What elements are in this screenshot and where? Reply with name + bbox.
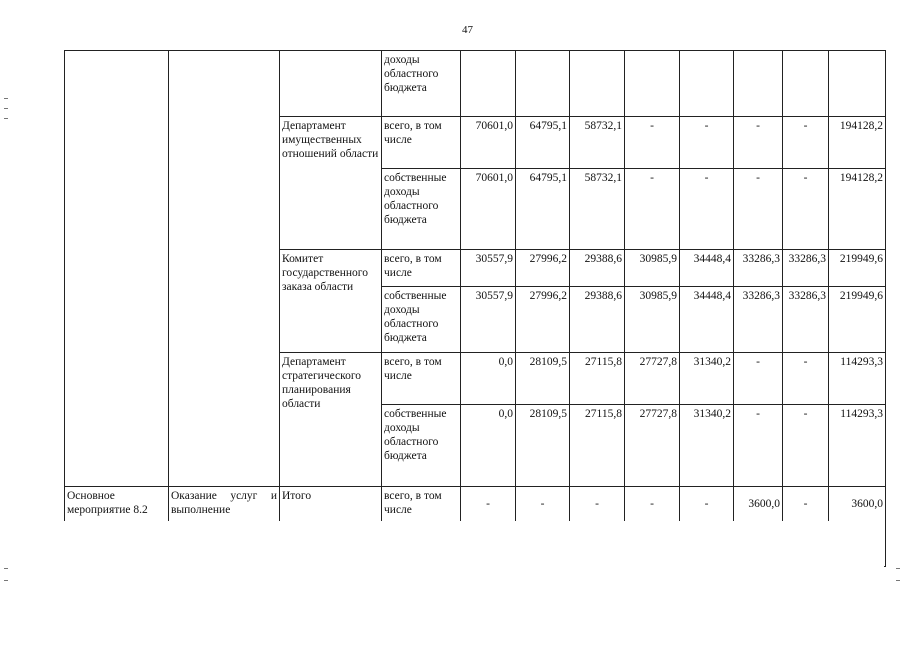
cell-value: 30985,9: [625, 250, 680, 287]
cell-value: 27727,8: [625, 405, 680, 487]
cell-value: -: [680, 169, 734, 250]
cell-value: [516, 51, 570, 117]
cell-value: 33286,3: [783, 287, 829, 353]
cell-value: -: [680, 487, 734, 567]
margin-mark: [4, 98, 8, 99]
cell-value: -: [783, 353, 829, 405]
cell-value: 33286,3: [734, 287, 783, 353]
cell-value: -: [734, 405, 783, 487]
margin-mark: [4, 580, 8, 581]
cell-value: [734, 51, 783, 117]
page-bottom-crop: [62, 521, 884, 651]
cell-value: 31340,2: [680, 353, 734, 405]
cell-total: 219949,6: [829, 250, 886, 287]
cell-source: всего, в том числе: [382, 117, 461, 169]
cell-value: [680, 51, 734, 117]
cell-value: -: [680, 117, 734, 169]
cell-value: 58732,1: [570, 169, 625, 250]
cell-source: собственные доходы областного бюджета: [382, 169, 461, 250]
cell-value: 31340,2: [680, 405, 734, 487]
cell-value: 30557,9: [461, 287, 516, 353]
cell-value: 29388,6: [570, 287, 625, 353]
cell-total: 114293,3: [829, 353, 886, 405]
cell-value: [625, 51, 680, 117]
cell-value: -: [783, 405, 829, 487]
cell-value: 27115,8: [570, 353, 625, 405]
cell-value: 64795,1: [516, 117, 570, 169]
cell-value: 30985,9: [625, 287, 680, 353]
cell-value: 0,0: [461, 353, 516, 405]
cell-total: 3600,0: [829, 487, 886, 567]
cell-value: [570, 51, 625, 117]
cell-executor: Департамент имущественных отношений области: [280, 117, 382, 250]
cell-value: -: [734, 117, 783, 169]
cell-value: -: [734, 353, 783, 405]
cell-total: 219949,6: [829, 287, 886, 353]
cell-total: 194128,2: [829, 169, 886, 250]
cell-description: Оказание услуг и выполнение: [169, 487, 280, 567]
cell-executor: Комитет государственного заказа области: [280, 250, 382, 353]
cell-value: -: [625, 169, 680, 250]
cell-value: -: [625, 117, 680, 169]
cell-value: 64795,1: [516, 169, 570, 250]
cell-executor: Итого: [280, 487, 382, 567]
cell-total: [829, 51, 886, 117]
cell-value: 34448,4: [680, 250, 734, 287]
cell-value: [783, 51, 829, 117]
cell-value: 27996,2: [516, 250, 570, 287]
cell-total: 194128,2: [829, 117, 886, 169]
cell-value: [461, 51, 516, 117]
cell-executor: Департамент стратегического планирования области: [280, 353, 382, 487]
cell-total: 114293,3: [829, 405, 886, 487]
cell-executor: [280, 51, 382, 117]
page-number: 47: [462, 24, 473, 36]
cell-value: -: [461, 487, 516, 567]
cell-value: -: [783, 117, 829, 169]
cell-event: [65, 51, 169, 487]
cell-value: 28109,5: [516, 353, 570, 405]
cell-value: -: [734, 169, 783, 250]
cell-value: 34448,4: [680, 287, 734, 353]
margin-mark: [896, 580, 900, 581]
cell-source: собственные доходы областного бюджета: [382, 405, 461, 487]
cell-value: 27727,8: [625, 353, 680, 405]
margin-mark: [4, 568, 8, 569]
cell-value: 58732,1: [570, 117, 625, 169]
margin-mark: [4, 118, 8, 119]
cell-source: всего, в том числе: [382, 250, 461, 287]
cell-value: -: [625, 487, 680, 567]
margin-mark: [4, 108, 8, 109]
cell-value: 27996,2: [516, 287, 570, 353]
cell-value: -: [783, 169, 829, 250]
cell-value: 27115,8: [570, 405, 625, 487]
margin-mark: [896, 568, 900, 569]
cell-source: всего, в том числе: [382, 487, 461, 567]
cell-value: -: [570, 487, 625, 567]
cell-value: 33286,3: [734, 250, 783, 287]
cell-value: 33286,3: [783, 250, 829, 287]
cell-source: всего, в том числе: [382, 353, 461, 405]
cell-value: 30557,9: [461, 250, 516, 287]
budget-table: [64, 50, 886, 567]
cell-value: -: [783, 487, 829, 567]
cell-value: 29388,6: [570, 250, 625, 287]
cell-event: Основное мероприятие 8.2: [65, 487, 169, 567]
table-row: [65, 51, 886, 117]
cell-value: -: [516, 487, 570, 567]
cell-value: 3600,0: [734, 487, 783, 567]
cell-source: доходы областного бюджета: [382, 51, 461, 117]
cell-description: [169, 51, 280, 487]
cell-value: 28109,5: [516, 405, 570, 487]
cell-value: 70601,0: [461, 169, 516, 250]
cell-value: 0,0: [461, 405, 516, 487]
cell-value: 70601,0: [461, 117, 516, 169]
cell-source: собственные доходы областного бюджета: [382, 287, 461, 353]
